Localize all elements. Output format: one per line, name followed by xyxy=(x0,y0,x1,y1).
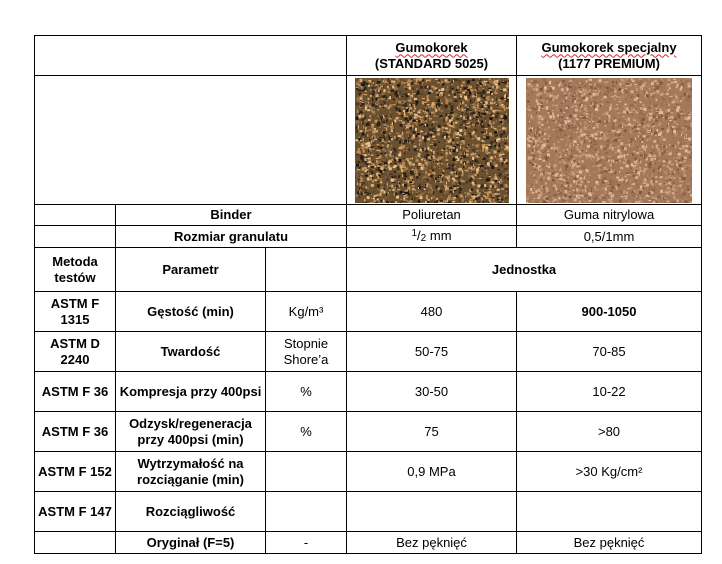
row-standard-value: Bez pęknięć xyxy=(347,532,517,554)
row-parameter: Gęstość (min) xyxy=(116,292,266,332)
cork-rubber-premium-image xyxy=(526,78,692,203)
granulate-row xyxy=(35,226,702,248)
row-method: ASTM F 1315 xyxy=(35,292,116,332)
header-standard xyxy=(347,36,517,76)
row-parameter: Wytrzymałość na rozciąganie (min) xyxy=(116,452,266,492)
row-premium-value: >80 xyxy=(517,412,702,452)
row-unit: Kg/m³ xyxy=(266,292,347,332)
row-parameter: Kompresja przy 400psi xyxy=(116,372,266,412)
row-standard-value xyxy=(347,492,517,532)
row-premium-value: >30 Kg/cm² xyxy=(517,452,702,492)
granulate-standard-den: 2 xyxy=(420,233,427,244)
column-method: Metoda testów xyxy=(35,248,116,292)
spec-table-frame xyxy=(34,35,701,548)
premium-code: (1177 PREMIUM) xyxy=(558,55,660,71)
row-method: ASTM F 36 xyxy=(35,372,116,412)
binder-blank-cell xyxy=(35,205,116,226)
binder-standard: Poliuretan xyxy=(347,205,517,226)
table-row xyxy=(35,492,702,532)
row-parameter: Oryginał (F=5) xyxy=(116,532,266,554)
binder-premium: Guma nitrylowa xyxy=(517,205,702,226)
premium-name: Gumokorek specjalny xyxy=(541,39,677,55)
cork-rubber-standard-image xyxy=(355,78,509,203)
row-premium-value xyxy=(517,492,702,532)
row-parameter: Twardość xyxy=(116,332,266,372)
row-premium-value: 70-85 xyxy=(517,332,702,372)
table-row xyxy=(35,372,702,412)
sample-row xyxy=(35,76,702,205)
row-standard-value: 0,9 MPa xyxy=(347,452,517,492)
granulate-blank-cell xyxy=(35,226,116,248)
row-parameter: Rozciągliwość xyxy=(116,492,266,532)
table-row xyxy=(35,292,702,332)
row-parameter: Odzysk/regeneracja przy 400psi (min) xyxy=(116,412,266,452)
table-row xyxy=(35,412,702,452)
table-row xyxy=(35,452,702,492)
columns-row xyxy=(35,248,702,292)
row-unit: - xyxy=(266,532,347,554)
granulate-premium: 0,5/1mm xyxy=(517,226,702,248)
column-parameter: Parametr xyxy=(116,248,266,292)
column-unit: Jednostka xyxy=(347,248,702,292)
sample-empty-cell xyxy=(35,76,347,205)
row-standard-value: 480 xyxy=(347,292,517,332)
row-method: ASTM D 2240 xyxy=(35,332,116,372)
standard-code: (STANDARD 5025) xyxy=(374,55,489,71)
row-premium-value: 900-1050 xyxy=(517,292,702,332)
row-method xyxy=(35,532,116,554)
row-premium-value: Bez pęknięć xyxy=(517,532,702,554)
row-premium-value: 10-22 xyxy=(517,372,702,412)
binder-row xyxy=(35,205,702,226)
row-unit: Stopnie Shore’a xyxy=(266,332,347,372)
row-unit xyxy=(266,492,347,532)
table-row xyxy=(35,332,702,372)
granulate-standard xyxy=(347,226,517,248)
row-unit xyxy=(266,452,347,492)
row-method: ASTM F 152 xyxy=(35,452,116,492)
granulate-standard-num: 1 xyxy=(411,228,418,239)
row-standard-value: 30-50 xyxy=(347,372,517,412)
row-unit: % xyxy=(266,372,347,412)
row-method: ASTM F 147 xyxy=(35,492,116,532)
granulate-standard-unit: mm xyxy=(429,228,452,243)
header-row xyxy=(35,36,702,76)
table-row xyxy=(35,532,702,554)
row-standard-value: 75 xyxy=(347,412,517,452)
standard-sample-cell xyxy=(347,76,517,205)
header-empty-cell xyxy=(35,36,347,76)
granulate-label: Rozmiar granulatu xyxy=(116,226,347,248)
row-method: ASTM F 36 xyxy=(35,412,116,452)
column-blank xyxy=(266,248,347,292)
header-premium xyxy=(517,36,702,76)
standard-name: Gumokorek xyxy=(395,39,468,55)
premium-sample-cell xyxy=(517,76,702,205)
spec-table xyxy=(34,35,702,554)
row-unit: % xyxy=(266,412,347,452)
granulate-fraction-slash: / xyxy=(417,228,421,243)
binder-label: Binder xyxy=(116,205,347,226)
row-standard-value: 50-75 xyxy=(347,332,517,372)
